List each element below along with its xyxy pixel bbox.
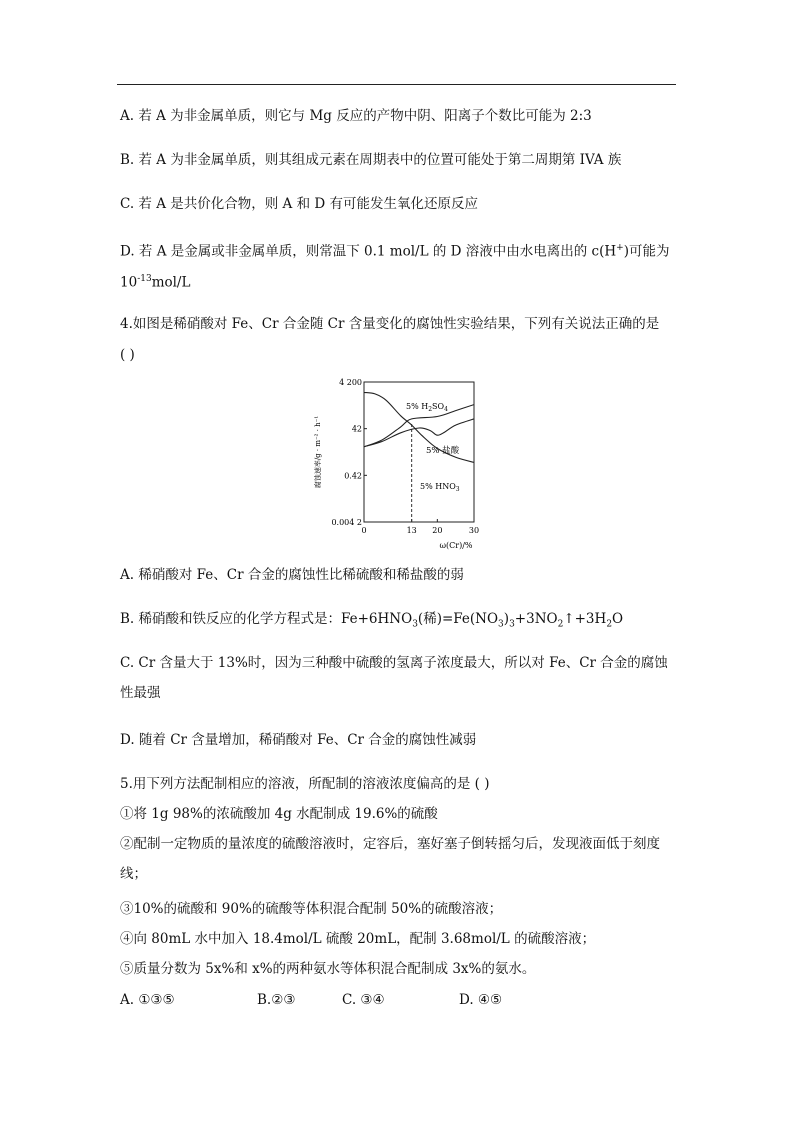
legend-hcl: 5% 盐酸 <box>426 446 460 456</box>
legend-hno3: 5% $HNO_3$ <box>420 482 460 493</box>
q5-choice-c: C. ③④ <box>342 992 385 1008</box>
x-tick-label: 13 <box>406 526 417 535</box>
q5-item-3: ③10%的硫酸和 90%的硫酸等体积混合配制 50%的硫酸溶液； <box>120 901 503 917</box>
q5-item-5: ⑤质量分数为 5x%和 x%的两种氨水等体积混合配制成 3x%的氨水。 <box>120 961 536 977</box>
chart-svg <box>310 372 490 554</box>
x-tick-label: 20 <box>432 526 443 535</box>
x-axis-label: ω(Cr)/% <box>439 541 473 550</box>
q5-item-4: ④向 80mL 水中加入 18.4mol/L 硫酸 20mL，配制 3.68mol/L 的硫酸溶液； <box>120 931 596 947</box>
header-rule <box>117 84 676 85</box>
q5-stem: 5.用下列方法配制相应的溶液，所配制的溶液浓度偏高的是 ( ) <box>120 776 490 792</box>
q4-option-c: C. Cr 含量大于 13%时，因为三种酸中硫酸的氢离子浓度最大，所以对 Fe、Cr 合金的腐蚀性最强 <box>120 655 668 701</box>
corrosion-chart <box>310 372 490 554</box>
q4-answer-blank: ( ) <box>120 347 135 363</box>
y-axis-label: 腐蚀速率/g · m⁻² · h⁻¹ <box>314 415 322 489</box>
q3-option-b: B. 若 A 为非金属单质，则其组成元素在周期表中的位置可能处于第二周期第 IVA 族 <box>120 152 622 168</box>
x-tick-label: 0 <box>361 526 367 535</box>
q5-item-2: ②配制一定物质的量浓度的硫酸溶液时，定容后，塞好塞子倒转摇匀后，发现液面低于刻度线； <box>120 836 660 882</box>
q3-option-c: C. 若 A 是共价化合物，则 A 和 D 有可能发生氧化还原反应 <box>120 196 478 212</box>
y-tick-label: 0.42 <box>344 471 362 481</box>
y-tick-label: 0.004 2 <box>331 518 362 527</box>
y-tick-label: 42 <box>351 424 362 434</box>
q4-stem: 4.如图是稀硝酸对 Fe、Cr 合金随 Cr 含量变化的腐蚀性实验结果，下列有关说法正确的是 <box>120 316 660 332</box>
q5-item-1: ①将 1g 98%的浓硫酸加 4g 水配制成 19.6%的硫酸 <box>120 806 438 822</box>
legend-h2so4: 5% $H_2SO_4$ <box>406 402 448 413</box>
q4-option-a: A. 稀硝酸对 Fe、Cr 合金的腐蚀性比稀硫酸和稀盐酸的弱 <box>120 567 464 583</box>
x-tick-label: 30 <box>468 526 480 535</box>
q5-choice-a: A. ①③⑤ <box>120 992 175 1008</box>
q5-choice-d: D. ④⑤ <box>459 992 503 1008</box>
y-tick-label: 4 200 <box>339 378 362 387</box>
q4-option-b: B. 稀硝酸和铁反应的化学方程式是：$Fe+6HNO_3$(稀)$=Fe(NO_3)_3+3NO_2↑+3H_2O$ <box>120 611 624 630</box>
q4-option-d: D. 随着 Cr 含量增加，稀硝酸对 Fe、Cr 合金的腐蚀性减弱 <box>120 732 477 748</box>
q3-option-d: D. 若 A 是金属或非金属单质，则常温下 0.1 mol/L 的 D 溶液中由水电离出的 c(H+)可能为 <box>120 243 670 260</box>
q3-option-a: A. 若 A 为非金属单质，则它与 Mg 反应的产物中阴、阳离子个数比可能为 2:3 <box>120 108 592 124</box>
q5-choice-b: B.②③ <box>257 992 296 1008</box>
q3-option-d-cont: $10^{-13}mol/L$ <box>120 274 191 291</box>
